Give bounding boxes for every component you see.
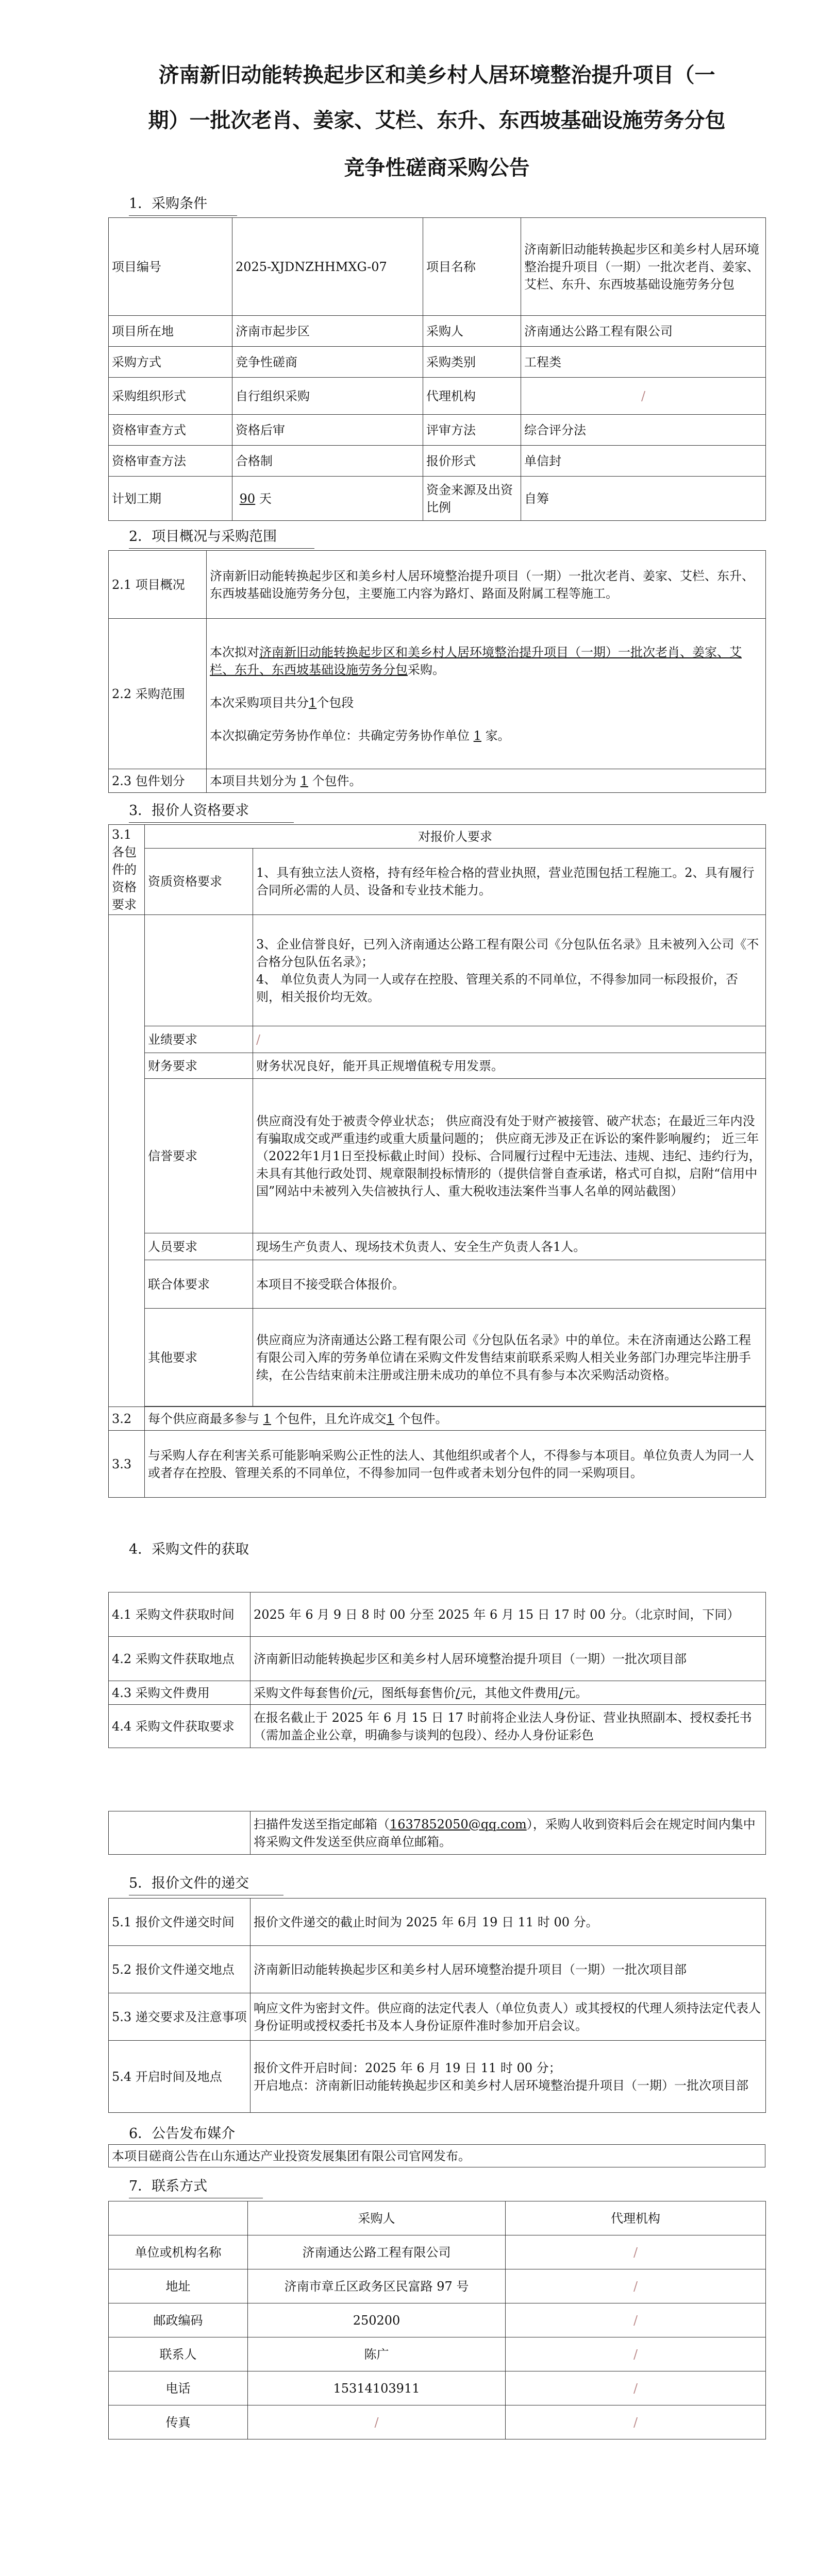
section-3-underline <box>129 822 294 823</box>
submission-table <box>108 1898 766 2113</box>
contact-agency-value: / <box>506 2235 766 2269</box>
label-other: 其他要求 <box>145 1309 253 1406</box>
section-5-heading: 5．报价文件的递交 <box>129 1875 249 1891</box>
label-acq-time: 4.1 采购文件获取时间 <box>109 1592 251 1637</box>
label-3-3: 3.3 <box>109 1431 145 1498</box>
label-buyer: 采购人 <box>423 316 521 347</box>
value-location: 济南市起步区 <box>232 316 423 347</box>
contact-table <box>108 2201 766 2439</box>
label-category: 采购类别 <box>423 347 521 378</box>
label-credit: 信誉要求 <box>145 1079 253 1233</box>
label-fund: 资金来源及出资比例 <box>423 477 521 521</box>
section-2-heading: 2．项目概况与采购范围 <box>129 529 277 545</box>
value-acq-req: 在报名截止于 2025 年 6 月 15 日 17 时前将企业法人身份证、营业执照副本、授权委托书（需加盖企业公章，明确参与谈判的包段）、经办人身份证彩色 <box>251 1705 766 1748</box>
value-quote: 单信封 <box>521 446 766 477</box>
label-period: 计划工期 <box>109 477 232 521</box>
value-project-no: 2025-XJDNZHHMXG-07 <box>232 218 423 316</box>
label-qual-doc: 资质资格要求 <box>145 849 253 915</box>
contact-label: 邮政编码 <box>109 2303 248 2337</box>
credit-item-3: 3、企业信誉良好，已列入济南通达公路工程有限公司《分包队伍名录》且未被列入公司《不合格分包队伍名录》； <box>256 937 759 969</box>
contact-email: 1637852050@qq.com <box>390 1817 527 1832</box>
contact-label: 传真 <box>109 2405 248 2439</box>
value-staff: 现场生产负责人、现场技术负责人、安全生产负责人各1人。 <box>253 1233 766 1260</box>
value-eval: 综合评分法 <box>521 415 766 446</box>
label-perf: 业绩要求 <box>145 1026 253 1053</box>
blank-left <box>109 915 145 1407</box>
label-joint: 联合体要求 <box>145 1260 253 1309</box>
bidder-requirements-table <box>108 824 766 1498</box>
value-overview: 济南新旧动能转换起步区和美乡村人居环境整治提升项目（一期）一批次老肖、姜家、艾栏、东升、东西坡基础设施劳务分包，主要施工内容为路灯、路面及附属工程等施工。 <box>207 551 766 619</box>
label-scope: 2.2 采购范围 <box>109 619 207 769</box>
value-period <box>232 477 423 521</box>
value-agency: / <box>521 378 766 415</box>
section-4-heading: 4．采购文件的获取 <box>129 1541 249 1557</box>
contact-buyer-value: 济南通达公路工程有限公司 <box>248 2235 506 2269</box>
value-acq-fee: 采购文件每套售价/元，图纸每套售价/元，其他文件费用/元。 <box>251 1681 766 1705</box>
value-other: 供应商应为济南通达公路工程有限公司《分包队伍名录》中的单位。未在济南通达公路工程有限公司入库的劳务单位请在采购文件发售结束前联系采购人相关业务部门办理完毕注册手续，在公告结束前未注册或注册未成功的单位不具有参与本次采购活动资格。 <box>253 1309 766 1406</box>
label-overview: 2.1 项目概况 <box>109 551 207 619</box>
label-submit-place: 5.2 报价文件递交地点 <box>109 1946 251 1993</box>
title-line-2: 期）一批次老肖、姜家、艾栏、东升、东西坡基础设施劳务分包 <box>148 108 726 132</box>
value-credit: 供应商没有处于被责令停业状态； 供应商没有处于财产被接管、破产状态；在最近三年内没有骗取成交或严重违约或重大质量问题的； 供应商无涉及正在诉讼的案件影响履约； 近三年（2022年1月1日至投标截止时间）投标、合同履行过程中无违法、违规、违纪、违约行为，未具有其他行政处罚、规章限制投标情形的（提供信誉自查承诺，格式可自拟，启附“信用中国”网站中未被列入失信被执行人、重大税收违法案件当事人名单的网站截图） <box>253 1079 766 1233</box>
contact-agency-value: / <box>506 2371 766 2405</box>
section-2-underline <box>129 548 314 549</box>
contact-col-buyer: 采购人 <box>248 2201 506 2235</box>
purchase-conditions-table <box>108 217 766 521</box>
contact-agency-value: / <box>506 2303 766 2337</box>
value-fin: 财务状况良好，能开具正规增值税专用发票。 <box>253 1053 766 1079</box>
section-1-heading: 1．采购条件 <box>129 196 208 212</box>
contact-label: 联系人 <box>109 2337 248 2371</box>
value-acq-time: 2025 年 6 月 9 日 8 时 00 分至 2025 年 6 月 15 日 17 时 00 分。（北京时间，下同） <box>251 1592 766 1637</box>
blank-cont <box>109 1811 251 1855</box>
contact-agency-value: / <box>506 2337 766 2371</box>
contact-label: 单位或机构名称 <box>109 2235 248 2269</box>
scope-paragraph-2: 本次采购项目共分1个包段 <box>210 695 354 710</box>
req-header: 对报价人要求 <box>145 825 766 849</box>
media-text: 本项目磋商公告在山东通达产业投资发展集团有限公司官网发布。 <box>109 2145 765 2167</box>
value-method: 竞争性磋商 <box>232 347 423 378</box>
label-org-form: 采购组织形式 <box>109 378 232 415</box>
scope-paragraph-3: 本次拟确定劳务协作单位：共确定劳务协作单位 1 家。 <box>210 728 510 743</box>
label-method: 采购方式 <box>109 347 232 378</box>
label-staff: 人员要求 <box>145 1233 253 1260</box>
contact-label: 地址 <box>109 2269 248 2303</box>
doc-acquisition-table <box>108 1592 766 1748</box>
section-3-heading: 3．报价人资格要求 <box>129 803 249 819</box>
scope-paragraph-1: 本次拟对济南新旧动能转换起步区和美乡村人居环境整治提升项目（一期）一批次老肖、姜家、艾栏、东升、东西坡基础设施劳务分包采购。 <box>210 645 742 677</box>
opening-place: 开启地点：济南新旧动能转换起步区和美乡村人居环境整治提升项目（一期）一批次项目部 <box>254 2078 748 2093</box>
value-submit-place: 济南新旧动能转换起步区和美乡村人居环境整治提升项目（一期）一批次项目部 <box>251 1946 766 1993</box>
contact-buyer-value: 济南市章丘区政务区民富路 97 号 <box>248 2269 506 2303</box>
value-opening <box>251 2041 766 2113</box>
value-qual-doc: 1、具有独立法人资格，持有经年检合格的营业执照，营业范围包括工程施工。2、具有履行合同所必需的人员、设备和专业技术能力。 <box>253 849 766 915</box>
label-quote: 报价形式 <box>423 446 521 477</box>
label-submit-time: 5.1 报价文件递交时间 <box>109 1899 251 1946</box>
value-submit-time: 报价文件递交的截止时间为 2025 年 6月 19 日 11 时 00 分。 <box>251 1899 766 1946</box>
section-1-underline <box>129 215 237 216</box>
media-table <box>108 2144 765 2167</box>
contact-corner <box>109 2201 248 2235</box>
value-perf: / <box>253 1026 766 1053</box>
value-joint: 本项目不接受联合体报价。 <box>253 1260 766 1309</box>
label-qual: 资格审查方法 <box>109 446 232 477</box>
value-fund: 自筹 <box>521 477 766 521</box>
value-scope <box>207 619 766 769</box>
title-line-1: 济南新旧动能转换起步区和美乡村人居环境整治提升项目（一 <box>158 63 715 87</box>
label-review: 资格审查方式 <box>109 415 232 446</box>
value-qual: 合格制 <box>232 446 423 477</box>
label-agency: 代理机构 <box>423 378 521 415</box>
label-3-1: 3.1 各包件的资格要求 <box>109 825 145 915</box>
contact-label: 电话 <box>109 2371 248 2405</box>
title-line-3: 竞争性磋商采购公告 <box>344 156 530 180</box>
label-location: 项目所在地 <box>109 316 232 347</box>
label-acq-fee: 4.3 采购文件费用 <box>109 1681 251 1705</box>
value-3-2: 每个供应商最多参与 1 个包件，且允许成交1 个包件。 <box>145 1407 766 1431</box>
value-buyer: 济南通达公路工程有限公司 <box>521 316 766 347</box>
value-review: 资格后审 <box>232 415 423 446</box>
contact-agency-value: / <box>506 2269 766 2303</box>
blank-label <box>145 915 253 1026</box>
contact-buyer-value: 陈广 <box>248 2337 506 2371</box>
doc-acquisition-table-cont <box>108 1811 766 1855</box>
project-overview-table <box>108 550 766 793</box>
label-eval: 评审方法 <box>423 415 521 446</box>
period-number: 90 <box>239 491 256 506</box>
contact-buyer-value: 250200 <box>248 2303 506 2337</box>
label-acq-place: 4.2 采购文件获取地点 <box>109 1637 251 1681</box>
label-opening: 5.4 开启时间及地点 <box>109 2041 251 2113</box>
value-3-3: 与采购人存在利害关系可能影响采购公正性的法人、其他组织或者个人，不得参与本项目。单位负责人为同一人或者存在控股、管理关系的不同单位，不得参加同一包件或者未划分包件的同一采购项目。 <box>145 1431 766 1498</box>
value-category: 工程类 <box>521 347 766 378</box>
value-credit-pre <box>253 915 766 1026</box>
label-project-name: 项目名称 <box>423 218 521 316</box>
label-3-2: 3.2 <box>109 1407 145 1431</box>
label-lot: 2.3 包件划分 <box>109 769 207 793</box>
value-submit-notes: 响应文件为密封文件。供应商的法定代表人（单位负责人）或其授权的代理人须持法定代表人身份证明或授权委托书及本人身份证原件准时参加开启会议。 <box>251 1993 766 2041</box>
contact-agency-value: / <box>506 2405 766 2439</box>
contact-buyer-value: 15314103911 <box>248 2371 506 2405</box>
label-fin: 财务要求 <box>145 1053 253 1079</box>
section-7-heading: 7．联系方式 <box>129 2178 208 2194</box>
value-org-form: 自行组织采购 <box>232 378 423 415</box>
value-acq-place: 济南新旧动能转换起步区和美乡村人居环境整治提升项目（一期）一批次项目部 <box>251 1637 766 1681</box>
contact-buyer-value: / <box>248 2405 506 2439</box>
value-lot: 本项目共划分为 1 个包件。 <box>207 769 766 793</box>
label-project-no: 项目编号 <box>109 218 232 316</box>
scope-project-name: 济南新旧动能转换起步区和美乡村人居环境整治提升项目（一期）一批次老肖、姜家、艾栏、东升、东西坡基础设施劳务分包 <box>210 645 742 677</box>
section-6-heading: 6．公告发布媒介 <box>129 2126 236 2142</box>
label-acq-req: 4.4 采购文件获取要求 <box>109 1705 251 1748</box>
label-submit-notes: 5.3 递交要求及注意事项 <box>109 1993 251 2041</box>
credit-item-4: 4、 单位负责人为同一人或存在控股、管理关系的不同单位，不得参加同一标段报价，否则，相关报价均无效。 <box>256 972 738 1004</box>
value-acq-req-cont: 扫描件发送至指定邮箱（1637852050@qq.com），采购人收到资料后会在规定时间内集中将采购文件发送至供应商单位邮箱。 <box>251 1811 766 1855</box>
period-unit: 天 <box>259 491 272 506</box>
contact-col-agency: 代理机构 <box>506 2201 766 2235</box>
opening-time: 报价文件开启时间：2025 年 6 月 19 日 11 时 00 分； <box>254 2060 561 2075</box>
value-project-name: 济南新旧动能转换起步区和美乡村人居环境整治提升项目（一期）一批次老肖、姜家、艾栏、东升、东西坡基础设施劳务分包 <box>521 218 766 316</box>
